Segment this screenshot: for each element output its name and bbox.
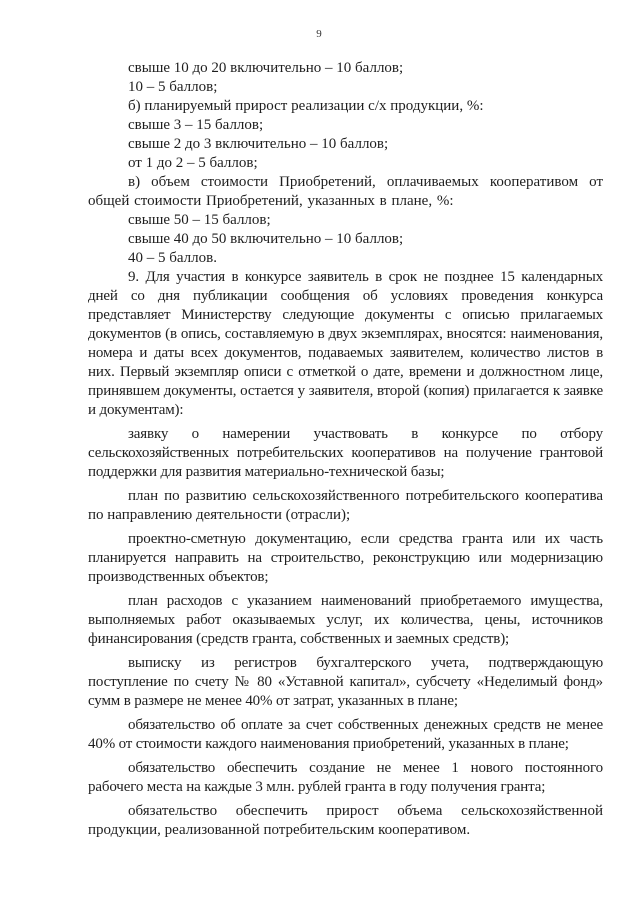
document-list-item: план расходов с указанием наименований приобретаемого имущества, выполняемых работ оказываемых услуг, их количества, цены, источников финансирования (средств гранта, собственных и заемных средств); xyxy=(88,593,603,647)
criterion-line: свыше 3 – 15 баллов; xyxy=(128,117,264,133)
document-body xyxy=(88,59,603,840)
section-paragraph: 9. Для участия в конкурсе заявитель в срок не позднее 15 календарных дней со дня публикации сообщения об условиях проведения конкурса представляет Министерству следующие документы с описью прилагаемых документов (в опись, составляемую в двух экземплярах, вносятся: наименования, номера и даты всех документов, подаваемых заявителем, количество листов в них. Первый экземпляр описи с отметкой о дате, времени и должностном лице, принявшем документы, остается у заявителя, второй (копия) прилагается к заявке и документам): xyxy=(88,269,603,418)
criterion-heading: б) планируемый прирост реализации с/х продукции, %: xyxy=(128,98,484,114)
criterion-line: свыше 50 – 15 баллов; xyxy=(128,212,271,228)
criterion-line: от 1 до 2 – 5 баллов; xyxy=(128,155,258,171)
document-list-item: обязательство обеспечить создание не менее 1 нового постоянного рабочего места на каждые 3 млн. рублей гранта в году получения гранта; xyxy=(88,760,603,795)
criterion-line: 10 – 5 баллов; xyxy=(128,79,218,95)
document-list-item: план по развитию сельскохозяйственного потребительского кооператива по направлению деятельности (отрасли); xyxy=(88,488,603,523)
criterion-line: свыше 40 до 50 включительно – 10 баллов; xyxy=(128,231,404,247)
criterion-heading: в) объем стоимости Приобретений, оплачиваемых кооперативом от общей стоимости Приобретений, указанных в плане, %: xyxy=(88,174,603,209)
page-number: 9 xyxy=(316,28,322,40)
criterion-line: свыше 10 до 20 включительно – 10 баллов; xyxy=(128,60,404,76)
document-list-item: проектно-сметную документацию, если средства гранта или их часть планируется направить на строительство, реконструкцию или модернизацию производственных объектов; xyxy=(88,531,603,585)
document-list-item: обязательство обеспечить прирост объема сельскохозяйственной продукции, реализованной потребительским кооперативом. xyxy=(88,803,603,838)
document-list-item: выписку из регистров бухгалтерского учета, подтверждающую поступление по счету № 80 «Уставной капитал», субсчету «Неделимый фонд» сумм в размере не менее 40% от затрат, указанных в плане; xyxy=(88,655,603,709)
criterion-line: 40 – 5 баллов. xyxy=(128,250,217,266)
document-list-item: заявку о намерении участвовать в конкурсе по отбору сельскохозяйственных потребительских кооперативов на получение грантовой поддержки для развития материально-технической базы; xyxy=(88,426,603,480)
criterion-line: свыше 2 до 3 включительно – 10 баллов; xyxy=(128,136,389,152)
document-list-item: обязательство об оплате за счет собственных денежных средств не менее 40% от стоимости каждого наименования приобретений, указанных в плане; xyxy=(88,717,603,752)
